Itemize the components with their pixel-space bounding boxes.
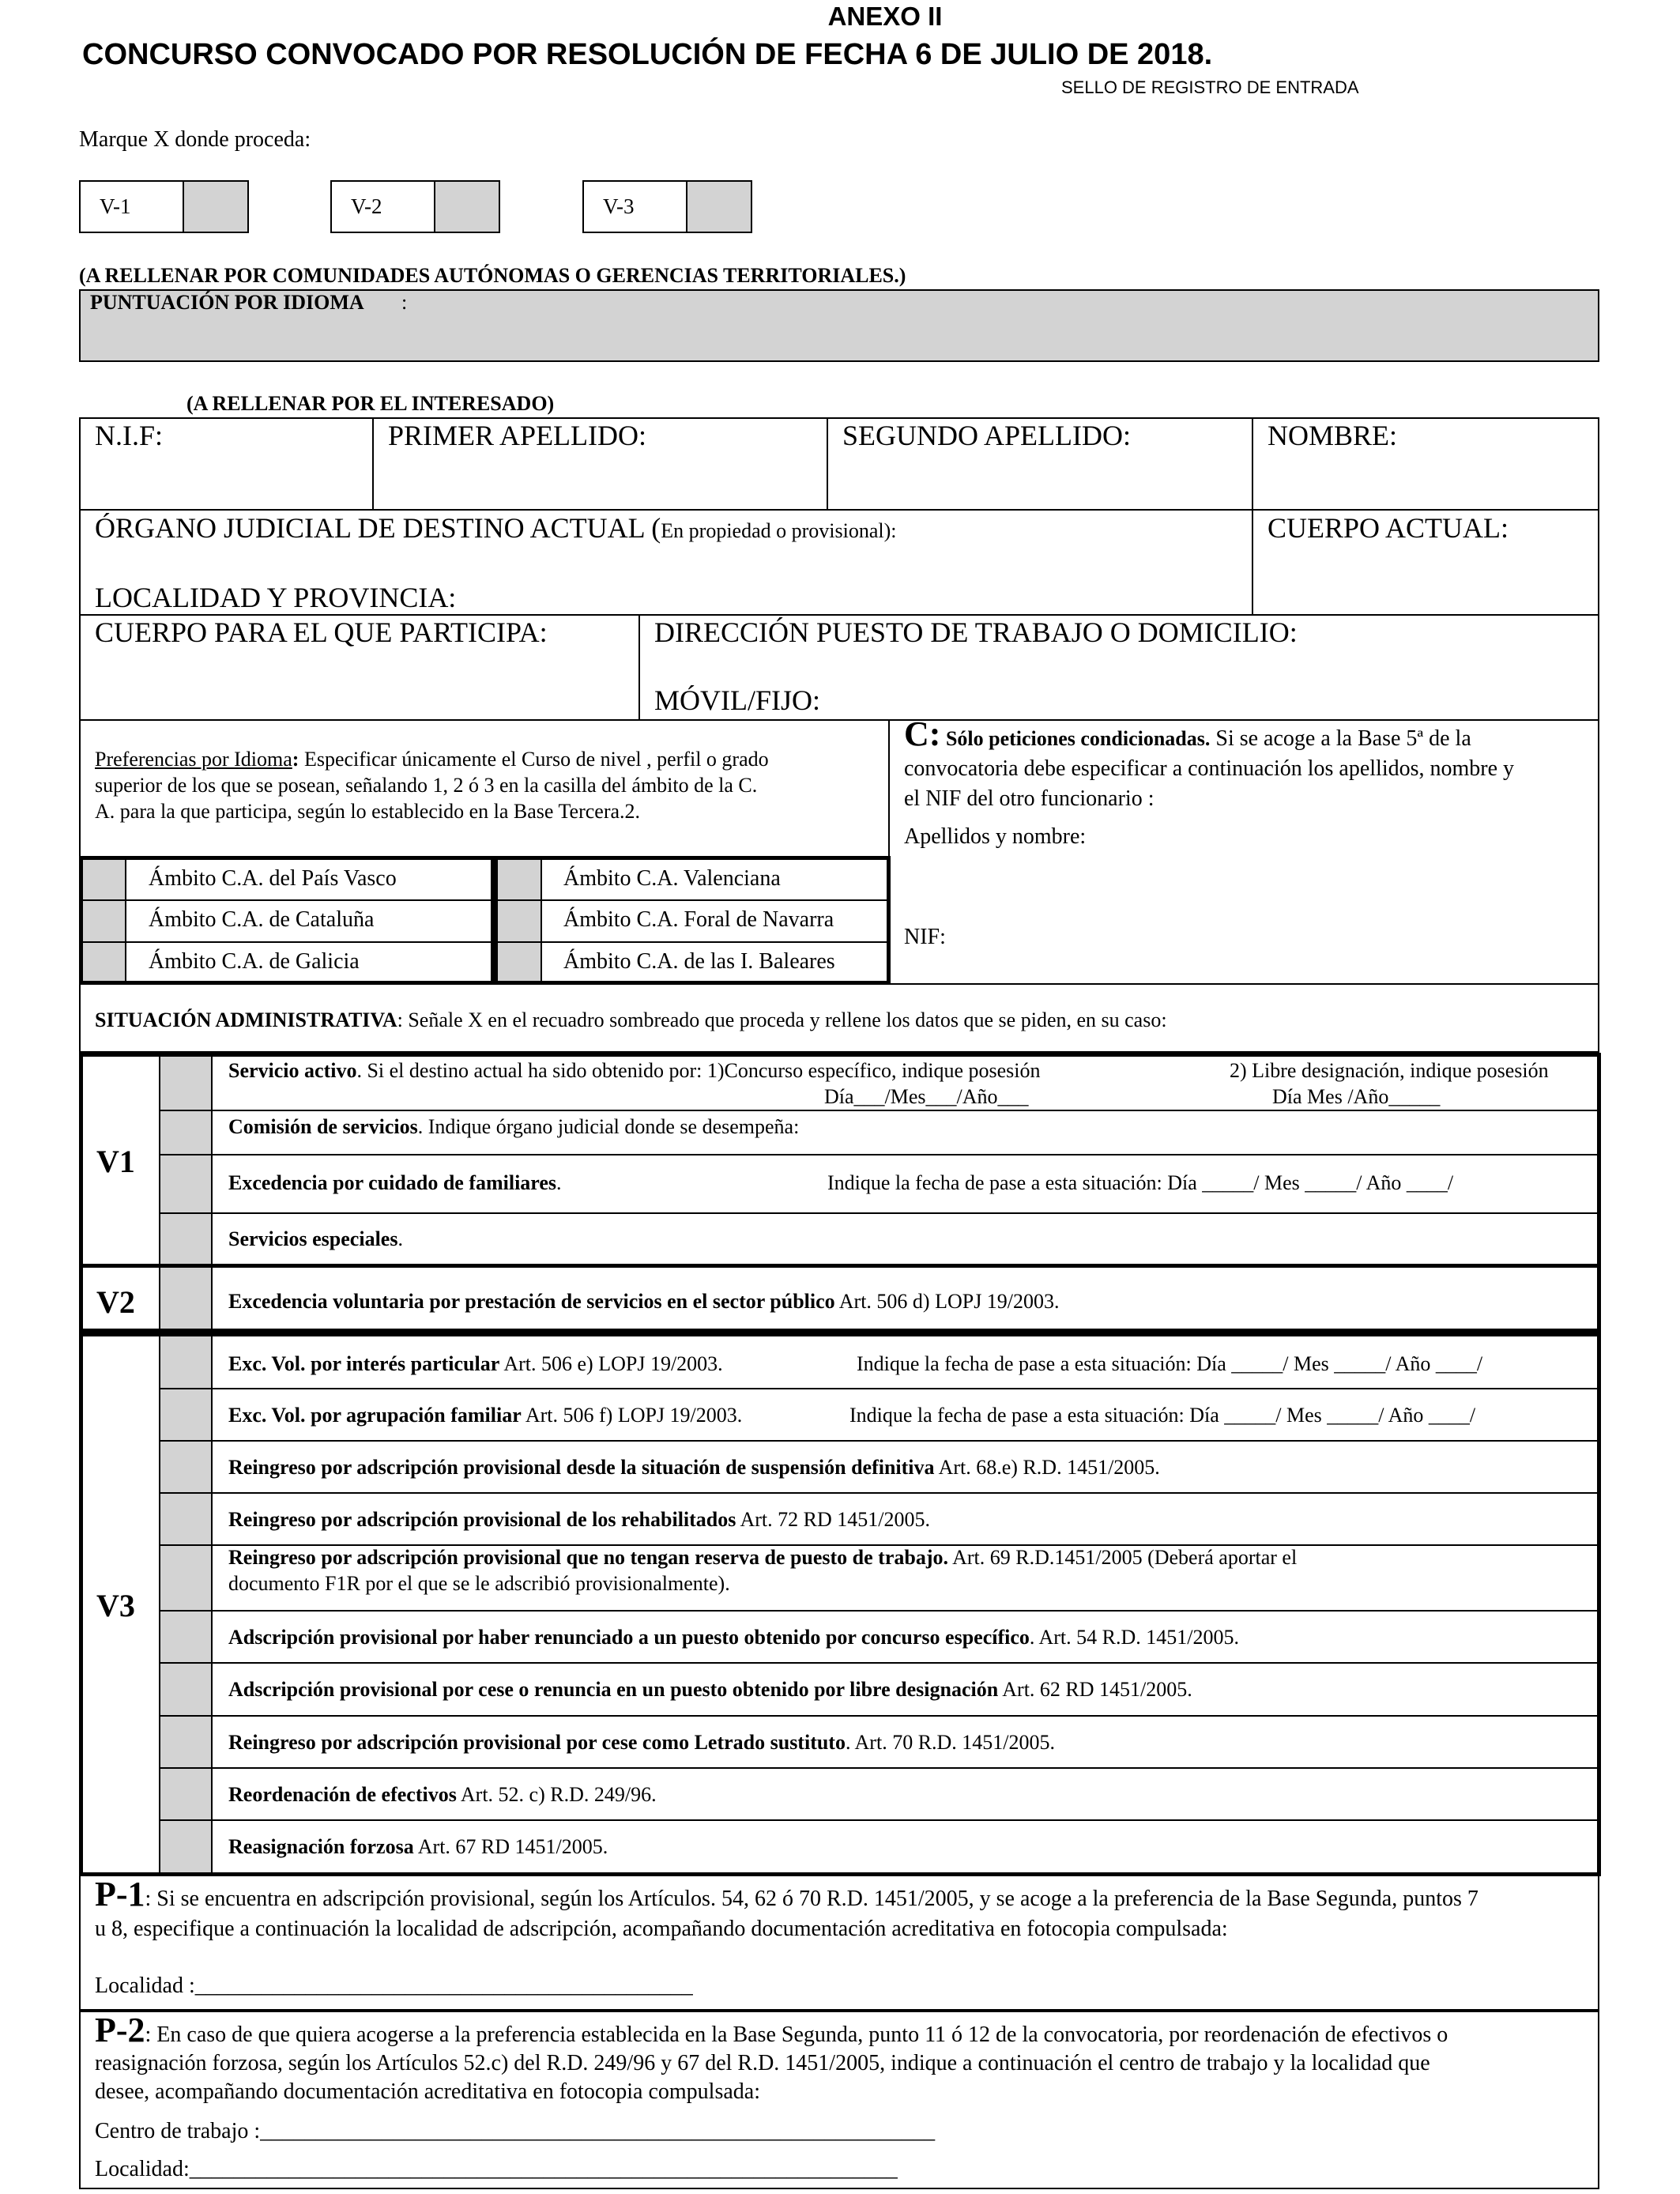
v1-comision-label: Comisión de servicios <box>228 1115 418 1138</box>
p1-text <box>95 1875 1588 1946</box>
v1-label: V1 <box>96 1144 135 1179</box>
v3-reordenacion-label: Reordenación de efectivos <box>228 1783 457 1806</box>
v3-sin-reserva-note: documento F1R por el que se le adscribió provisionalmente). <box>228 1572 730 1595</box>
v3-letrado-sustituto-text <box>228 1731 1055 1755</box>
v3-letrado-sustituto-checkbox[interactable] <box>160 1717 211 1767</box>
mark-instruction: Marque X donde proceda: <box>79 127 311 152</box>
nif-field-label[interactable]: N.I.F: <box>95 420 164 451</box>
conditional-title: Sólo peticiones condicionadas. <box>940 727 1211 750</box>
conditional-requests-section <box>904 714 1591 816</box>
v3-libre-designacion-checkbox[interactable] <box>160 1664 211 1715</box>
conditional-nif-field-label[interactable]: NIF: <box>904 925 946 949</box>
administrative-status-instruction <box>95 1008 1167 1032</box>
language-preferences-line2: superior de los que se posean, señalando 1, 2 ó 3 en la casilla del ámbito de la C. <box>95 774 758 797</box>
v3-agrupacion-familiar-checkbox[interactable] <box>160 1389 211 1440</box>
option-v2[interactable] <box>330 180 500 233</box>
v3-interes-particular-checkbox[interactable] <box>160 1336 211 1388</box>
v3-renuncia-concurso-text <box>228 1626 1239 1649</box>
v1-excedencia-checkbox[interactable] <box>160 1155 211 1212</box>
v1-servicio-activo-checkbox[interactable] <box>160 1057 211 1110</box>
option-v2-label: V-2 <box>351 194 382 218</box>
region-galicia-label: Ámbito C.A. de Galicia <box>149 949 360 974</box>
region-cataluna-label: Ámbito C.A. de Cataluña <box>149 907 375 932</box>
v3-reordenacion-checkbox[interactable] <box>160 1769 211 1819</box>
p1-line2: u 8, especifique a continuación la localidad de adscripción, acompañando documentación acreditativa en fotocopia compulsada: <box>95 1917 1228 1941</box>
v3-rehabilitados-label: Reingreso por adscripción provisional de los rehabilitados <box>228 1508 736 1531</box>
region-galicia-checkbox[interactable] <box>83 943 126 981</box>
v3-agrupacion-familiar-article: Art. 506 f) LOPJ 19/2003. <box>521 1404 743 1427</box>
region-valenciana-label: Ámbito C.A. Valenciana <box>563 866 781 891</box>
v3-libre-designacion-article: Art. 62 RD 1451/2005. <box>998 1678 1192 1701</box>
conditional-line3: el NIF del otro funcionario : <box>904 786 1155 811</box>
p2-text <box>95 2011 1588 2108</box>
option-v3-label: V-3 <box>603 194 635 218</box>
region-navarra-label: Ámbito C.A. Foral de Navarra <box>563 907 834 932</box>
administrative-status-text: : Señale X en el recuadro sombreado que proceda y rellene los datos que se piden, en su caso: <box>397 1008 1167 1031</box>
v1-servicio-activo-desc: . Si el destino actual ha sido obtenido por: 1)Concurso específico, indique posesión <box>356 1059 1041 1082</box>
language-score-field[interactable] <box>79 289 1599 362</box>
v3-letrado-sustituto-article: . Art. 70 R.D. 1451/2005. <box>845 1731 1056 1754</box>
administrative-status-label: SITUACIÓN ADMINISTRATIVA <box>95 1008 397 1031</box>
v1-excedencia-date[interactable]: Indique la fecha de pase a esta situación: Día _____/ Mes _____/ Año ____/ <box>827 1171 1454 1194</box>
v3-interes-particular-label: Exc. Vol. por interés particular <box>228 1352 500 1375</box>
v3-agrupacion-familiar-label: Exc. Vol. por agrupación familiar <box>228 1404 522 1427</box>
conditional-line1: Si se acoge a la Base 5ª de la <box>1210 726 1471 751</box>
conditional-line2: convocatoria debe especificar a continuación los apellidos, nombre y <box>904 756 1515 781</box>
v3-sin-reserva-text <box>228 1546 1297 1570</box>
v1-comision-checkbox[interactable] <box>160 1111 211 1154</box>
region-baleares-label: Ámbito C.A. de las I. Baleares <box>563 949 835 974</box>
v3-label: V3 <box>96 1588 135 1623</box>
v1-posesion-date-2[interactable]: Día Mes /Año_____ <box>1272 1085 1441 1108</box>
v3-letrado-sustituto-label: Reingreso por adscripción provisional por cese como Letrado sustituto <box>228 1731 846 1754</box>
v3-sin-reserva-article: Art. 69 R.D.1451/2005 (Deberá aportar el <box>948 1546 1298 1569</box>
v3-suspension-definitiva-text <box>228 1456 1160 1480</box>
option-v1[interactable] <box>79 180 249 233</box>
region-cataluna-checkbox[interactable] <box>83 901 126 941</box>
v3-sin-reserva-label: Reingreso por adscripción provisional que no tengan reserva de puesto de trabajo. <box>228 1546 949 1569</box>
v3-sin-reserva-checkbox[interactable] <box>160 1546 211 1610</box>
v3-interes-particular-text <box>228 1352 723 1376</box>
v2-label-bold: Excedencia voluntaria por prestación de servicios en el sector público <box>228 1290 835 1313</box>
p1-letter: P-1 <box>95 1875 145 1913</box>
locality-province-field-label[interactable]: LOCALIDAD Y PROVINCIA: <box>95 582 457 613</box>
v1-servicio-activo-label: Servicio activo <box>228 1059 357 1082</box>
v1-comision-text <box>228 1115 799 1139</box>
option-v3[interactable] <box>582 180 752 233</box>
language-preferences-instructions <box>95 746 885 824</box>
judicial-body-field-label[interactable]: ÓRGANO JUDICIAL DE DESTINO ACTUAL ( <box>95 512 661 544</box>
judicial-body-note: En propiedad o provisional): <box>661 519 897 542</box>
current-corps-field-label[interactable]: CUERPO ACTUAL: <box>1268 512 1509 544</box>
v2-checkbox[interactable] <box>160 1268 211 1329</box>
v1-excedencia-text <box>228 1171 562 1195</box>
first-surname-field-label[interactable]: PRIMER APELLIDO: <box>388 420 647 451</box>
v2-label: V2 <box>96 1284 135 1320</box>
v3-renuncia-concurso-article: . Art. 54 R.D. 1451/2005. <box>1029 1626 1239 1649</box>
v3-libre-designacion-text <box>228 1678 1192 1702</box>
p2-workplace-field[interactable]: Centro de trabajo :_____________________________________________________________ <box>95 2119 936 2143</box>
language-preferences-line3: A. para la que participa, según lo establecido en la Base Tercera.2. <box>95 800 641 823</box>
v3-libre-designacion-label: Adscripción provisional por cese o renuncia en un puesto obtenido por libre designación <box>228 1678 999 1701</box>
v3-rehabilitados-text <box>228 1508 930 1532</box>
v3-rehabilitados-article: Art. 72 RD 1451/2005. <box>736 1508 930 1531</box>
v1-excedencia-dot: . <box>556 1171 562 1194</box>
p2-line2: reasignación forzosa, según los Artículos 52.c) del R.D. 249/96 y 67 del R.D. 1451/2005, indique a continuación el centro de trabajo y la localidad que <box>95 2051 1430 2075</box>
v3-reasignacion-checkbox[interactable] <box>160 1821 211 1872</box>
v3-reasignacion-text <box>228 1835 608 1859</box>
v3-agrupacion-familiar-text <box>228 1404 742 1427</box>
v3-interes-particular-article: Art. 506 e) LOPJ 19/2003. <box>499 1352 723 1375</box>
v1-posesion-date-1[interactable]: Día___/Mes___/Año___ <box>824 1085 1029 1108</box>
v3-interes-particular-date[interactable]: Indique la fecha de pase a esta situación: Día _____/ Mes _____/ Año ____/ <box>857 1352 1483 1375</box>
name-field-label[interactable]: NOMBRE: <box>1268 420 1398 451</box>
v3-renuncia-concurso-label: Adscripción provisional por haber renunciado a un puesto obtenido por concurso específico <box>228 1626 1030 1649</box>
v1-especiales-checkbox[interactable] <box>160 1214 211 1264</box>
target-corps-field-label[interactable]: CUERPO PARA EL QUE PARTICIPA: <box>95 616 548 648</box>
v3-agrupacion-familiar-date[interactable]: Indique la fecha de pase a esta situación: Día _____/ Mes _____/ Año ____/ <box>849 1404 1476 1427</box>
conditional-name-field-label[interactable]: Apellidos y nombre: <box>904 824 1087 849</box>
p2-line1: : En caso de que quiera acogerse a la preferencia establecida en la Base Segunda, punto 11 ó 12 de la convocatoria, por reordenación de efectivos o <box>145 2022 1448 2047</box>
v2-text <box>228 1290 1060 1314</box>
region-vasco-checkbox[interactable] <box>83 860 126 899</box>
language-score-label: PUNTUACIÓN POR IDIOMA <box>90 291 364 314</box>
document-title: CONCURSO CONVOCADO POR RESOLUCIÓN DE FECHA 6 DE JULIO DE 2018. <box>82 38 1213 71</box>
v1-especiales-label: Servicios especiales <box>228 1227 398 1250</box>
phone-field-label[interactable]: MÓVIL/FIJO: <box>654 684 821 716</box>
v3-renuncia-concurso-checkbox[interactable] <box>160 1612 211 1662</box>
autonomous-communities-heading: (A RELLENAR POR COMUNIDADES AUTÓNOMAS O GERENCIAS TERRITORIALES.) <box>79 264 906 287</box>
language-preferences-label: Preferencias por Idioma <box>95 748 292 771</box>
v1-excedencia-label: Excedencia por cuidado de familiares <box>228 1171 557 1194</box>
option-v1-checkbox[interactable] <box>183 182 247 232</box>
v3-rehabilitados-checkbox[interactable] <box>160 1494 211 1544</box>
p2-locality-field[interactable]: Localidad:________________________________________________________________ <box>95 2157 898 2181</box>
language-preferences-line1: Especificar únicamente el Curso de nivel , perfil o grado <box>299 748 769 771</box>
v1-comision-desc: . Indique órgano judicial donde se desempeña: <box>417 1115 800 1138</box>
v3-suspension-definitiva-label: Reingreso por adscripción provisional desde la situación de suspensión definitiva <box>228 1456 935 1479</box>
v1-especiales-text <box>228 1227 403 1251</box>
language-preferences-colon: : <box>292 748 299 771</box>
v3-reasignacion-article: Art. 67 RD 1451/2005. <box>413 1835 608 1858</box>
p1-locality-field[interactable]: Localidad :_____________________________________________ <box>95 1973 693 1998</box>
p1-line1: : Si se encuentra en adscripción provisional, según los Artículos. 54, 62 ó 70 R.D. 1451/2005, y se acoge a la preferencia de la Base Segunda, puntos 7 <box>145 1887 1478 1911</box>
v3-reordenacion-text <box>228 1783 657 1807</box>
v2-article: Art. 506 d) LOPJ 19/2003. <box>834 1290 1060 1313</box>
option-v2-checkbox[interactable] <box>434 182 499 232</box>
v3-reordenacion-article: Art. 52. c) R.D. 249/96. <box>456 1783 657 1806</box>
option-v1-label: V-1 <box>100 194 131 218</box>
language-score-colon: : <box>401 291 408 314</box>
v1-libre-designacion-text: 2) Libre designación, indique posesión <box>1230 1059 1549 1082</box>
region-vasco-label: Ámbito C.A. del País Vasco <box>149 866 397 891</box>
p2-line3: desee, acompañando documentación acreditativa en fotocopia compulsada: <box>95 2079 760 2104</box>
region-navarra-checkbox[interactable] <box>498 901 542 941</box>
v1-especiales-dot: . <box>397 1227 403 1250</box>
applicant-heading: (A RELLENAR POR EL INTERESADO) <box>186 392 555 415</box>
v3-suspension-definitiva-article: Art. 68.e) R.D. 1451/2005. <box>934 1456 1160 1479</box>
region-valenciana-checkbox[interactable] <box>498 860 542 899</box>
address-field-label[interactable]: DIRECCIÓN PUESTO DE TRABAJO O DOMICILIO: <box>654 616 1298 648</box>
v1-servicio-activo-text <box>228 1059 1041 1083</box>
region-baleares-checkbox[interactable] <box>498 943 542 981</box>
second-surname-field-label[interactable]: SEGUNDO APELLIDO: <box>842 420 1131 451</box>
annex-label: ANEXO II <box>827 2 943 31</box>
option-v3-checkbox[interactable] <box>686 182 751 232</box>
v3-reasignacion-label: Reasignación forzosa <box>228 1835 414 1858</box>
p2-letter: P-2 <box>95 2011 145 2049</box>
registry-stamp-label: SELLO DE REGISTRO DE ENTRADA <box>1061 77 1359 97</box>
conditional-letter: C: <box>904 714 941 753</box>
v3-suspension-definitiva-checkbox[interactable] <box>160 1442 211 1492</box>
